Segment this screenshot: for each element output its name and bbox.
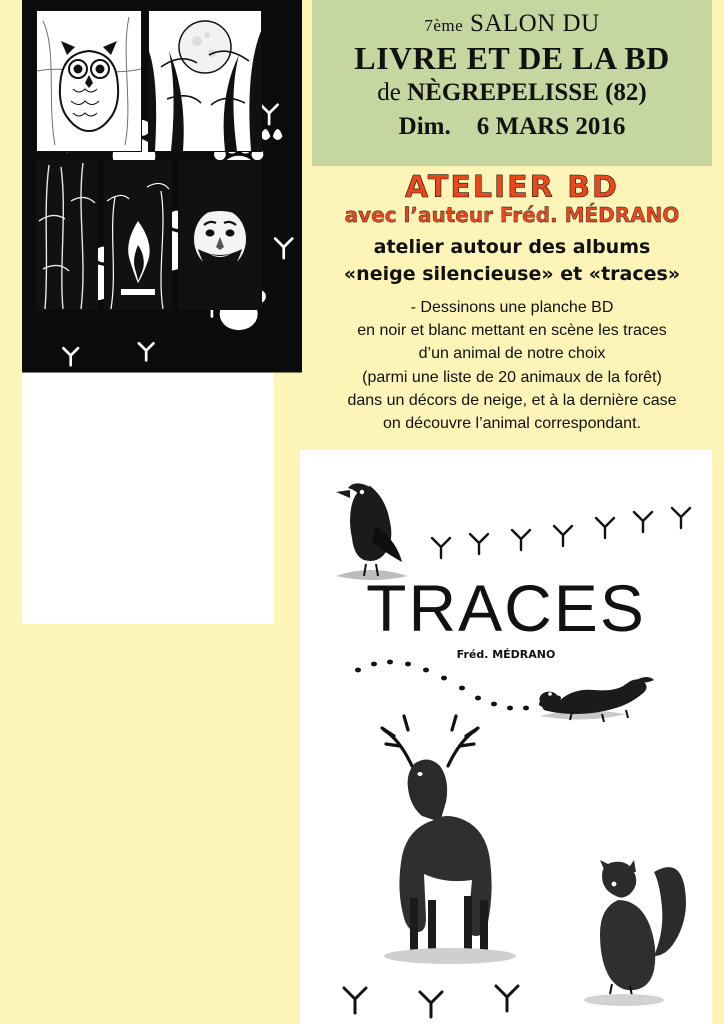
- header-line-salon: [312, 10, 712, 38]
- fire-artwork: [105, 161, 171, 309]
- atelier-title: ATELIER BD: [405, 170, 619, 205]
- header-salon-text: SALON DU: [463, 10, 600, 37]
- description-line-1: - Dessinons une planche BD: [410, 299, 614, 316]
- description-line-4: (parmi une liste de 20 animaux de la forêt): [362, 368, 662, 386]
- cover-traces-title: TRACES: [366, 571, 646, 645]
- header-date-value: 6 MARS 2016: [476, 113, 626, 140]
- header-location-prefix: de: [377, 79, 408, 106]
- header-date-day: Dim.: [398, 113, 451, 140]
- forest-night-artwork: [37, 161, 97, 309]
- workshop-description: [312, 296, 712, 435]
- description-line-2: en noir et blanc mettant en scène les traces: [357, 322, 667, 340]
- description-line-5: dans un décors de neige, et à la dernière case: [347, 391, 677, 409]
- cover-traces-author: Fréd. MÉDRANO: [456, 648, 556, 661]
- comic-cell-moon-forest: [148, 10, 262, 152]
- header-title: LIVRE ET DE LA BD: [354, 40, 670, 76]
- atelier-albums-line2: «neige silencieuse» et «traces»: [343, 262, 681, 285]
- event-header: [312, 0, 712, 166]
- cover-traces: [300, 450, 712, 1024]
- comic-cell-owl: [36, 10, 142, 152]
- description-line-3: d’un animal de notre choix: [418, 345, 606, 363]
- atelier-albums: [312, 234, 712, 287]
- atelier-albums-line1: atelier autour des albums: [373, 236, 651, 258]
- header-edition-number: 7ème: [424, 16, 464, 35]
- header-location-name: NÈGREPELISSE (82): [407, 79, 647, 106]
- owl-artwork: [37, 11, 141, 151]
- comic-cell-face: [178, 160, 262, 310]
- atelier-author-line: avec l’auteur Fréd. MÉDRANO: [344, 203, 680, 227]
- comic-strip-grid: [36, 10, 260, 308]
- left-column: [22, 0, 302, 1024]
- comic-cell-forest-night: [36, 160, 98, 310]
- header-date: [312, 113, 712, 141]
- traces-artwork: [300, 450, 712, 1024]
- bearded-face-artwork: [179, 161, 261, 309]
- header-location: [312, 79, 712, 107]
- moon-forest-artwork: [149, 11, 261, 151]
- comic-cell-fire: [104, 160, 172, 310]
- description-line-6: on découvre l’animal correspondant.: [383, 414, 641, 432]
